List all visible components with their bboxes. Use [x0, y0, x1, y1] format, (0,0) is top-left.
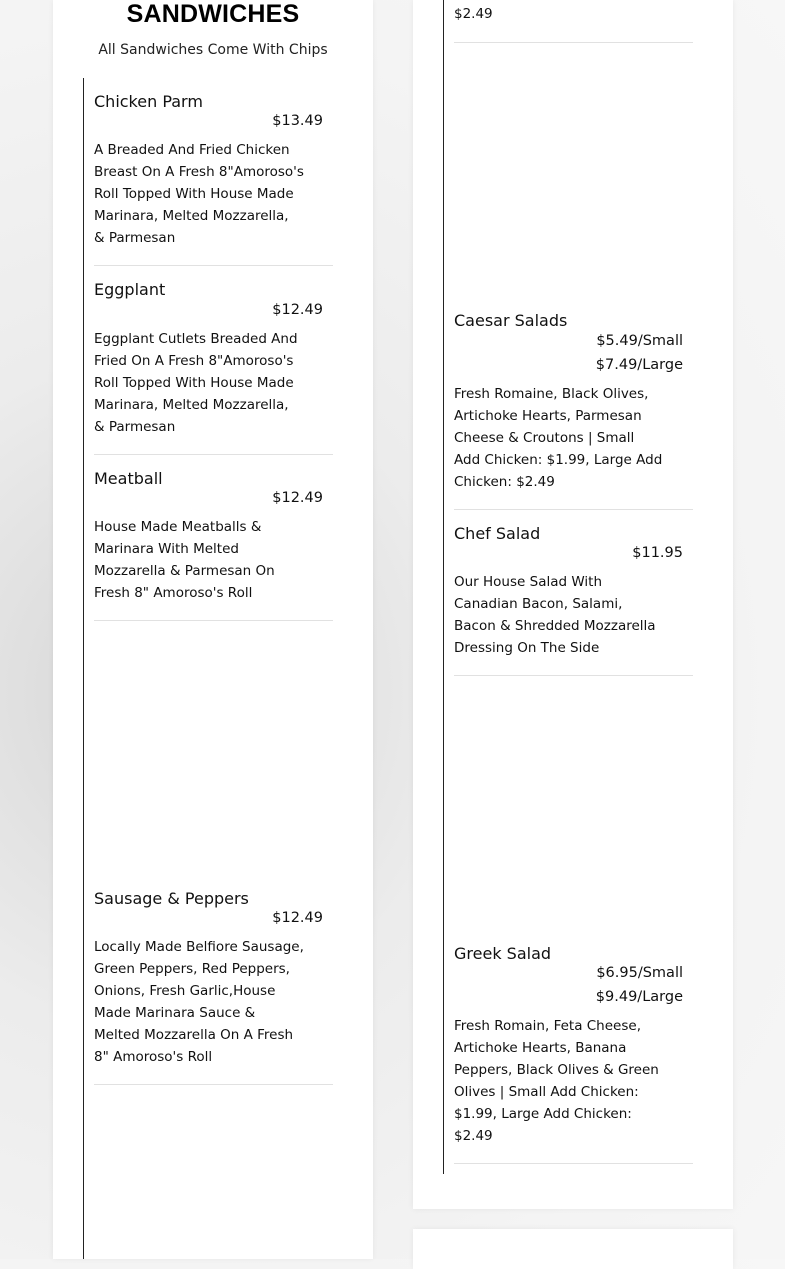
item-price-large: $7.49/Large — [595, 357, 683, 373]
item-price: $12.49 — [272, 302, 323, 318]
item-name: Eggplant — [94, 280, 166, 299]
item-separator — [94, 1084, 333, 1085]
item-separator — [454, 509, 693, 510]
item-price-small: $6.95/Small — [596, 965, 683, 981]
section-title: SANDWICHES — [126, 0, 300, 28]
left-divider-line — [83, 78, 84, 1259]
item-separator — [94, 265, 333, 266]
right-divider-line — [443, 0, 444, 1174]
item-price: $11.95 — [632, 545, 683, 561]
item-description: House Made Meatballs & Marinara With Melted Mozzarella & Parmesan On Fresh 8" Amoroso's Roll — [94, 519, 275, 601]
item-description: Locally Made Belfiore Sausage, Green Peppers, Red Peppers, Onions, Fresh Garlic,House Made Marinara Sauce & Melted Mozzarella On A Fresh 8" Amoroso's Roll — [94, 939, 304, 1065]
item-description: Our House Salad With Canadian Bacon, Salami, Bacon & Shredded Mozzarella Dressing On The Side — [454, 574, 656, 656]
item-price: $13.49 — [272, 113, 323, 129]
item-separator — [94, 620, 333, 621]
item-description: Fresh Romaine, Black Olives, Artichoke Hearts, Parmesan Cheese & Croutons | Small Add Chicken: $1.99, Large Add Chicken: $2.49 — [454, 386, 663, 490]
item-price-large: $9.49/Large — [595, 989, 683, 1005]
item-separator — [94, 454, 333, 455]
item-name: Sausage & Peppers — [94, 889, 249, 908]
next-card — [413, 1229, 733, 1269]
item-name: Chicken Parm — [94, 92, 203, 111]
item-name: Meatball — [94, 469, 163, 488]
item-separator — [454, 42, 693, 43]
item-separator — [454, 1163, 693, 1164]
item-name: Chef Salad — [454, 524, 541, 543]
item-separator — [454, 675, 693, 676]
item-price: $12.49 — [272, 490, 323, 506]
item-description: Eggplant Cutlets Breaded And Fried On A Fresh 8"Amoroso's Roll Topped With House Made Marinara, Melted Mozzarella, & Parmesan — [94, 331, 298, 435]
item-price: $12.49 — [272, 910, 323, 926]
section-subtitle: All Sandwiches Come With Chips — [98, 42, 328, 58]
item-description: A Breaded And Fried Chicken Breast On A Fresh 8"Amoroso's Roll Topped With House Made Marinara, Melted Mozzarella, & Parmesan — [94, 142, 304, 246]
partial-price-text: $2.49 — [454, 6, 493, 22]
item-name: Greek Salad — [454, 944, 552, 963]
item-name: Caesar Salads — [454, 311, 568, 330]
item-price-small: $5.49/Small — [596, 333, 683, 349]
item-description: Fresh Romain, Feta Cheese, Artichoke Hearts, Banana Peppers, Black Olives & Green Olives | Small Add Chicken: $1.99, Large Add Chicken: $2.49 — [454, 1018, 659, 1144]
